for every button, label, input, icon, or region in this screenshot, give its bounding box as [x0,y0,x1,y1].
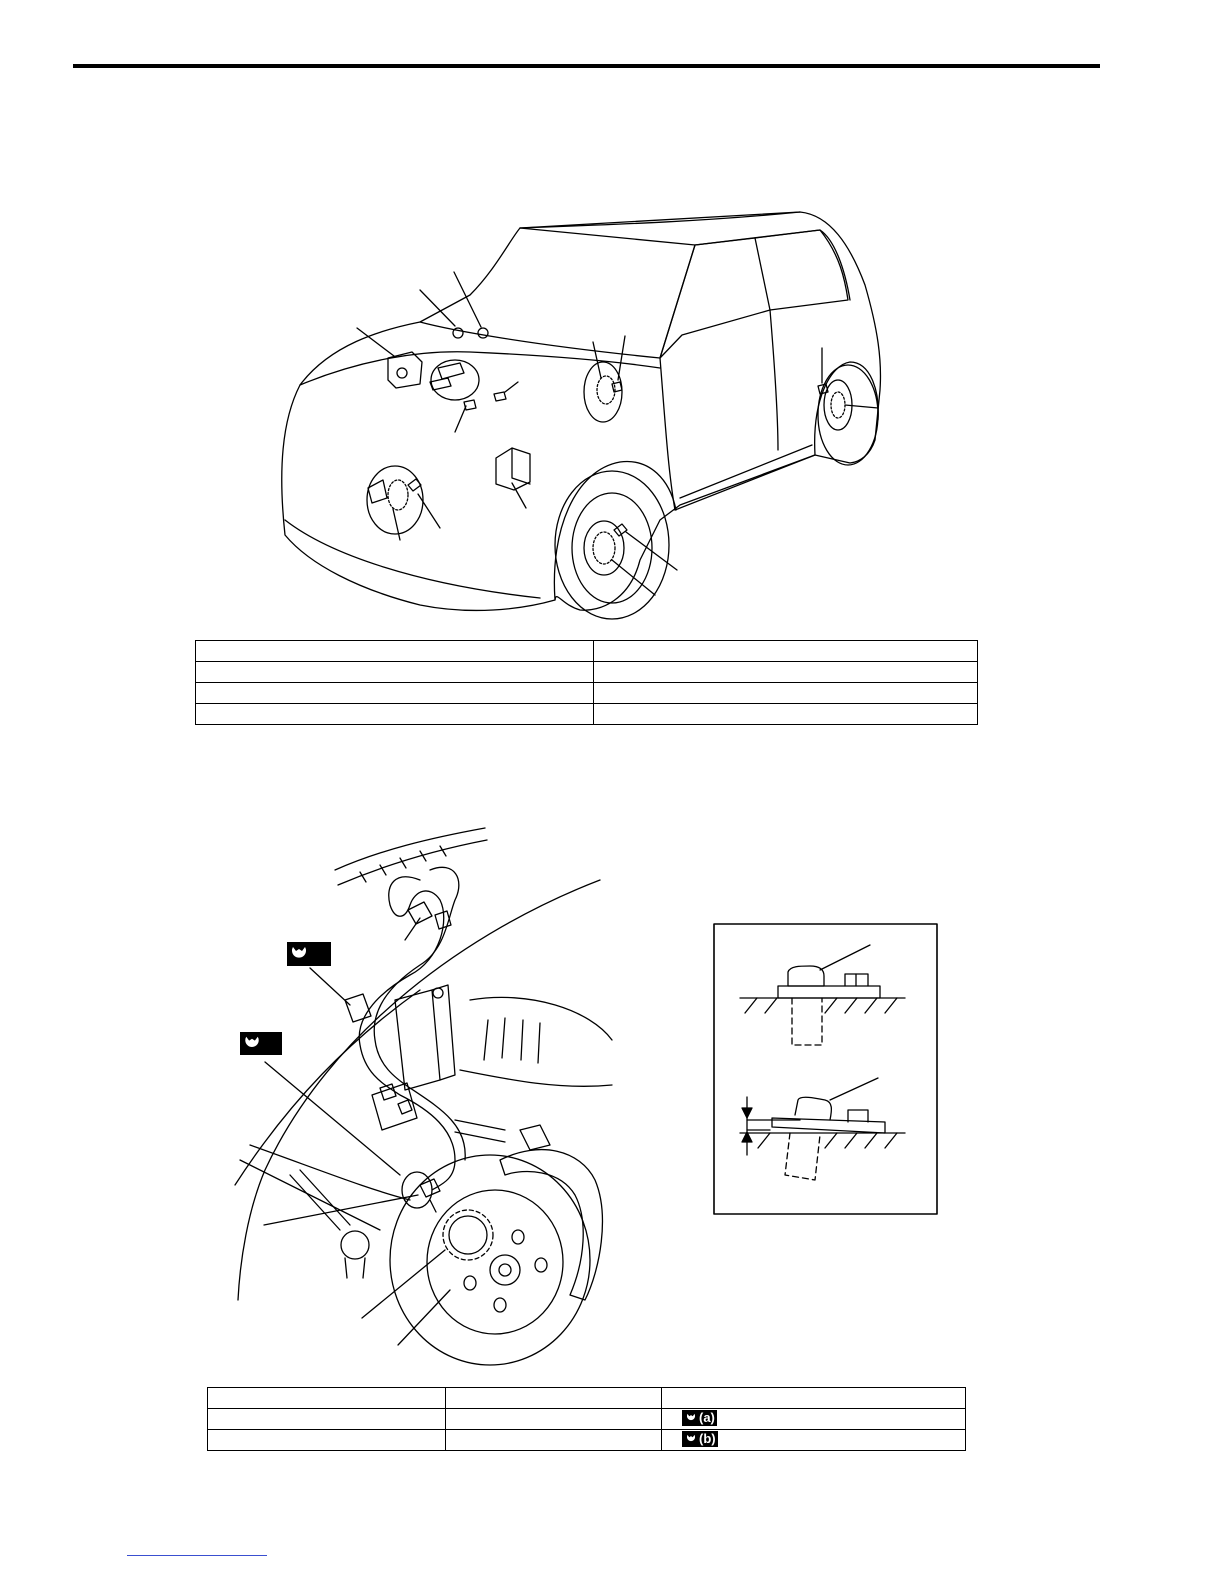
table-row [208,1409,966,1430]
figure2-legend-table [207,1387,966,1451]
table-cell [208,1409,446,1430]
table-cell [446,1388,662,1409]
torque-mark-label: (b) [699,1431,716,1446]
table-row [208,1430,966,1451]
tightening-torque-icon [684,1411,698,1425]
table-cell [208,1388,446,1409]
torque-mark-label: (a) [699,1410,715,1425]
table-cell [446,1409,662,1430]
table-cell [662,1388,966,1409]
tightening-torque-icon [684,1432,698,1446]
footer-link-underline[interactable] [127,1555,267,1556]
torque-mark-b [682,1431,718,1447]
table-cell [446,1430,662,1451]
table-cell [208,1430,446,1451]
table-row [208,1388,966,1409]
torque-mark-a [682,1410,717,1426]
table-cell [662,1430,966,1451]
sensor-correct [788,966,824,986]
table-cell [662,1409,966,1430]
